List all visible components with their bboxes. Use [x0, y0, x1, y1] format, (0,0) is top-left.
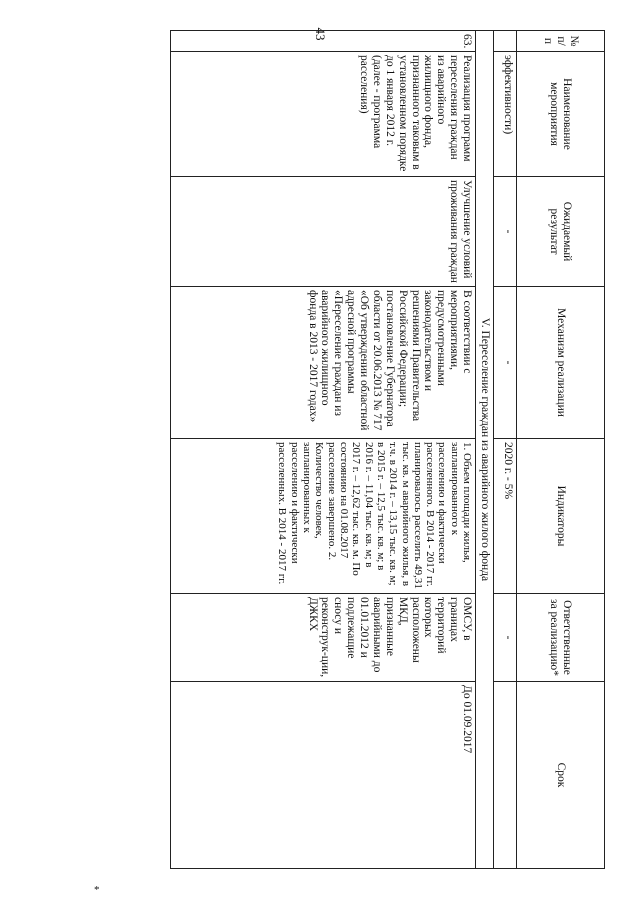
cell-num — [494, 31, 517, 52]
cell-result: - — [494, 177, 517, 287]
rotated-table-container — [60, 30, 605, 868]
cell-name: Реализация программ переселения граждан из аварийного жилищного фонда, признанного таковым в установленном порядке до 1 января 2012 г. (далее - программа расселения) — [171, 52, 476, 177]
cell-name: эффективности) — [494, 52, 517, 177]
cell-responsible: - — [494, 594, 517, 682]
header-result: Ожидаемый результат — [517, 177, 605, 287]
cell-result: Улучшение условий проживания граждан — [171, 177, 476, 287]
cell-deadline: До 01.09.2017 — [171, 682, 476, 869]
table-row — [171, 31, 476, 869]
table-header-row — [517, 31, 605, 869]
cell-indicators: 2020 г. - 5% — [494, 439, 517, 594]
header-mechanism: Механизм реализации — [517, 287, 605, 439]
measures-table — [170, 30, 605, 869]
cell-indicators: 1. Объем площади жилья, запланированного к расселению и фактически расселенного. В 2014 - 2017 гг. планировалось расселить 49,31 тыс. кв. м аварийного жилья, в т.ч. в 2014 г. – 13,15 тыс. кв. м; в 2015 г. – 12,5 тыс. кв. м; в 2016 г. – 11,04 тыс. кв. м; в 2017 г. – 12,62 тыс. кв. м. По состоянию на 01.08.2017 расселение завершено. 2. Количество человек, запланированных к расселению и фактически расселенных. В 2014 - 2017 гг. — [171, 439, 476, 594]
cell-mechanism: - — [494, 287, 517, 439]
cell-responsible: ОМСУ, в границах территорий которых расположены МКД, признанные аварийными до 01.01.2012 и подлежащие сносу и реконструк-ции, ДЖКХ — [171, 594, 476, 682]
footnote-mark: * — [94, 884, 100, 896]
cell-mechanism: В соответствии с мероприятиями, предусмотренными законодательством и решениями Правительства Российской Федерации; постановление Губернатора области от 20.06.2013 № 717 «Об утверждении областной адресной программы «Переселение граждан из аварийного жилищного фонда в 2013 - 2017 годах» — [171, 287, 476, 439]
header-name: Наименование мероприятия — [517, 52, 605, 177]
header-deadline: Срок — [517, 682, 605, 869]
cell-num: 63. — [171, 31, 476, 52]
header-indicators: Индикаторы — [517, 439, 605, 594]
page-number: 43 — [313, 27, 328, 41]
header-responsible: Ответственные за реализацию* — [517, 594, 605, 682]
section-row — [476, 31, 494, 869]
cell-deadline — [494, 682, 517, 869]
section-title: V. Переселение граждан из аварийного жилого фонда — [476, 31, 494, 869]
header-num: № п/п — [517, 31, 605, 52]
table-row — [494, 31, 517, 869]
